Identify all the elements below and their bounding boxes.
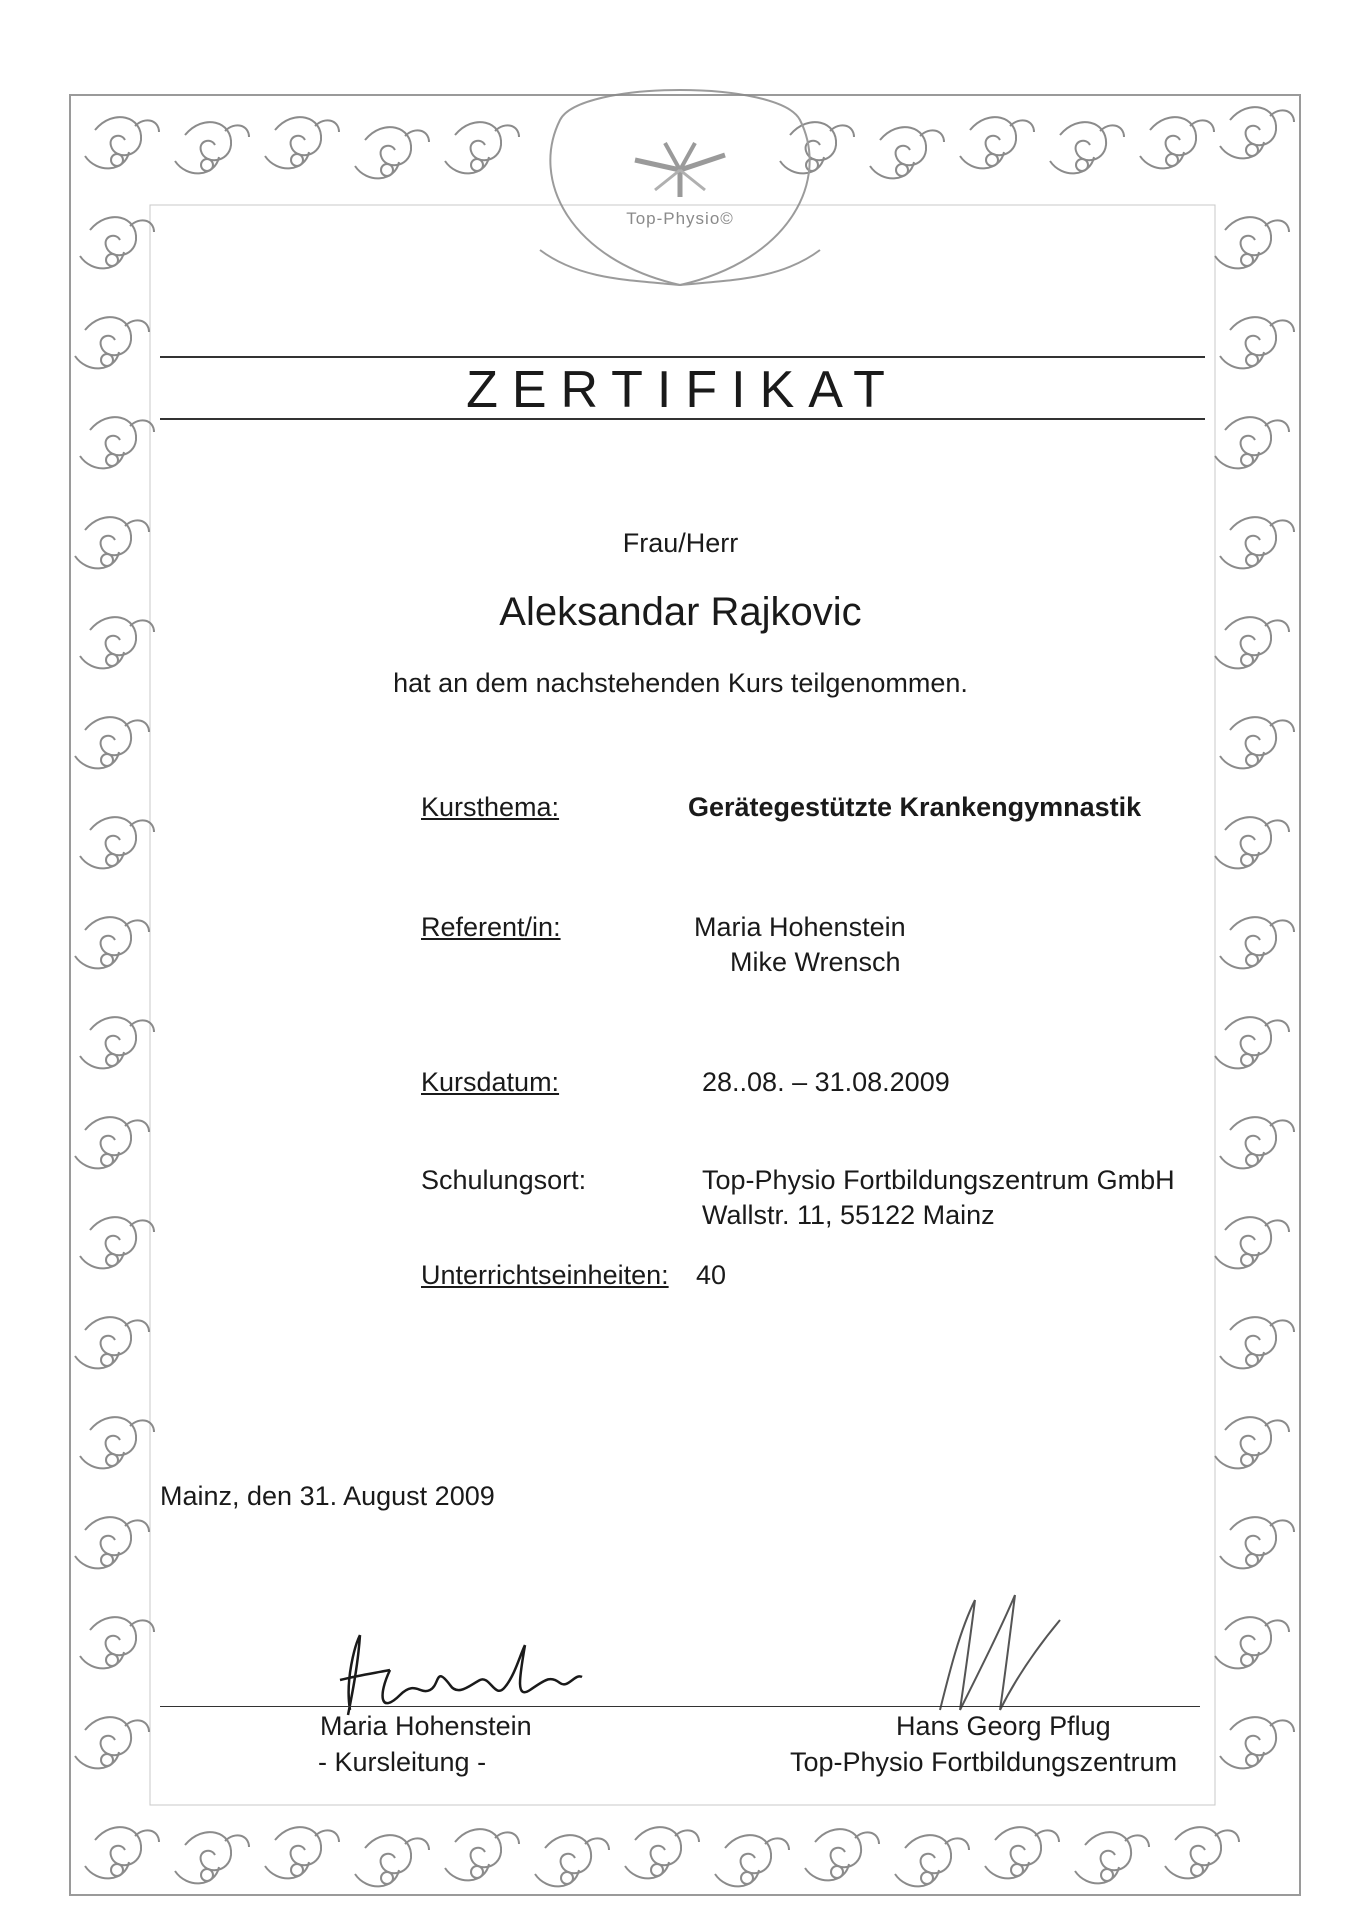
- salutation: Frau/Herr: [622, 528, 739, 558]
- schulungsort-value-1: Top-Physio Fortbildungszentrum GmbH: [702, 1165, 1175, 1195]
- logo: [600, 135, 760, 245]
- signature-pflug: [920, 1580, 1080, 1715]
- kursdatum-label: Kursdatum:: [421, 1067, 560, 1097]
- unterrichtseinheiten-value: 40: [696, 1260, 727, 1290]
- referent-value-2: Mike Wrensch: [730, 947, 901, 977]
- signatory-left-name: Maria Hohenstein: [320, 1711, 532, 1741]
- kursthema-label: Kursthema:: [421, 792, 560, 822]
- participant-name: Aleksandar Rajkovic: [499, 590, 862, 634]
- referent-value-1: Maria Hohenstein: [694, 912, 906, 942]
- kursdatum-value: 28..08. – 31.08.2009: [702, 1067, 950, 1097]
- title-divider-top: [160, 356, 1205, 358]
- signatory-right-role: Top-Physio Fortbildungszentrum: [790, 1747, 1178, 1777]
- signature-line: [160, 1706, 1200, 1707]
- top-physio-logo-icon: [625, 135, 735, 205]
- kursthema-value: Gerätegestützte Krankengymnastik: [688, 792, 1142, 822]
- unterrichtseinheiten-label: Unterrichtseinheiten:: [421, 1260, 669, 1290]
- signatory-left-role: - Kursleitung -: [318, 1747, 487, 1777]
- schulungsort-value-2: Wallstr. 11, 55122 Mainz: [702, 1200, 995, 1230]
- participation-statement: hat an dem nachstehenden Kurs teilgenommen.: [393, 668, 968, 698]
- logo-text: Top-Physio©: [626, 209, 734, 228]
- referent-label: Referent/in:: [421, 912, 561, 942]
- title-divider-bottom: [160, 418, 1205, 420]
- certificate-title: ZERTIFIKAT: [466, 361, 899, 419]
- place-and-date: Mainz, den 31. August 2009: [160, 1481, 495, 1511]
- signatory-right-name: Hans Georg Pflug: [896, 1711, 1111, 1741]
- schulungsort-label: Schulungsort:: [421, 1165, 587, 1195]
